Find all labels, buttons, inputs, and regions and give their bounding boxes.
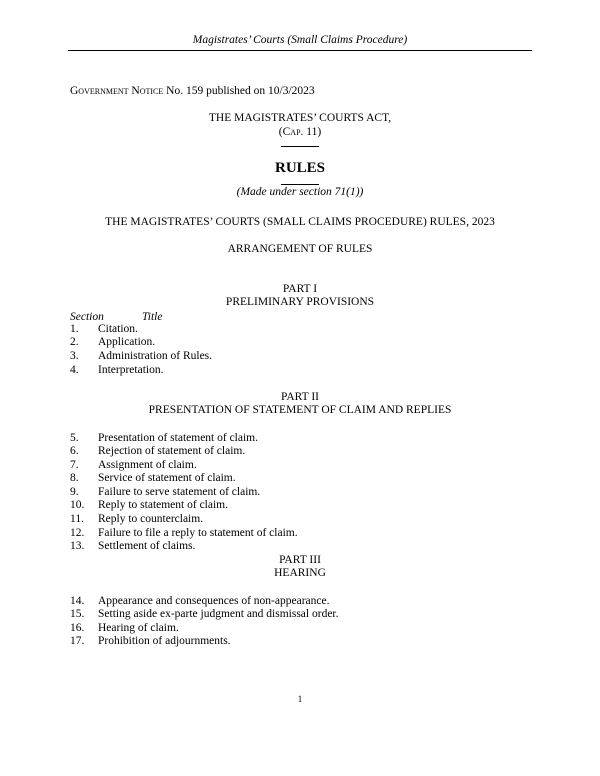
item-number: 9. — [70, 486, 79, 498]
arrangement-title: ARRANGEMENT OF RULES — [227, 243, 373, 255]
item-number: 12. — [70, 527, 85, 539]
act-chapter — [0, 126, 600, 138]
item-text: Settlement of claims. — [98, 540, 196, 552]
list-item — [70, 472, 236, 484]
rules-full-title: THE MAGISTRATES’ COURTS (SMALL CLAIMS PROCEDURE) RULES, 2023 — [105, 216, 495, 228]
list-item — [70, 513, 203, 525]
item-number: 11. — [70, 513, 84, 525]
item-text: Citation. — [98, 323, 138, 335]
item-text: Administration of Rules. — [98, 350, 213, 362]
section-column-header: Section — [70, 311, 104, 323]
notice-text: No. 159 published on 10/3/2023 — [163, 85, 315, 97]
item-number: 13. — [70, 540, 85, 552]
item-text: Failure to serve statement of claim. — [98, 486, 261, 498]
running-header: Magistrates’ Courts (Small Claims Procedure) — [192, 34, 408, 46]
item-number: 10. — [70, 499, 85, 511]
list-item — [70, 527, 298, 539]
list-item — [70, 364, 163, 376]
list-item — [70, 350, 212, 362]
item-number: 2. — [70, 336, 79, 348]
item-text: Setting aside ex-parte judgment and dismissal order. — [98, 608, 339, 620]
cap-label: Cap — [282, 126, 301, 138]
list-item — [70, 445, 245, 457]
item-text: Application. — [98, 336, 156, 348]
list-item — [70, 540, 195, 552]
made-under: (Made under section 71(1)) — [236, 186, 364, 198]
list-item — [70, 595, 329, 607]
part-label: PART III — [279, 554, 321, 566]
part-heading: PRELIMINARY PROVISIONS — [225, 296, 375, 308]
act-title: THE MAGISTRATES’ COURTS ACT, — [208, 112, 392, 124]
item-number: 6. — [70, 445, 79, 457]
item-number: 3. — [70, 350, 79, 362]
item-text: Rejection of statement of claim. — [98, 445, 246, 457]
item-text: Reply to statement of claim. — [98, 499, 228, 511]
page-number: 1 — [297, 694, 303, 704]
column-headers — [70, 311, 163, 323]
part-label: PART I — [282, 283, 318, 295]
list-item — [70, 608, 339, 620]
item-text: Prohibition of adjournments. — [98, 635, 231, 647]
list-item — [70, 459, 197, 471]
item-text: Presentation of statement of claim. — [98, 432, 258, 444]
item-number: 17. — [70, 635, 85, 647]
item-text: Hearing of claim. — [98, 622, 179, 634]
item-text: Appearance and consequences of non-appearance. — [98, 595, 330, 607]
list-item — [70, 499, 228, 511]
list-item — [70, 622, 179, 634]
government-notice — [70, 85, 315, 97]
item-text: Failure to file a reply to statement of claim. — [98, 527, 298, 539]
cap-open: ( — [278, 126, 283, 138]
list-item — [70, 336, 155, 348]
divider-rule — [281, 146, 319, 147]
item-text: Assignment of claim. — [98, 459, 197, 471]
part-heading: PRESENTATION OF STATEMENT OF CLAIM AND REPLIES — [148, 404, 452, 416]
part-label: PART II — [281, 391, 319, 403]
list-item — [70, 635, 231, 647]
title-column-header: Title — [142, 311, 163, 323]
item-text: Interpretation. — [98, 364, 164, 376]
cap-rest: . 11) — [300, 126, 322, 138]
item-number: 8. — [70, 472, 79, 484]
header-rule — [68, 50, 532, 51]
rules-title: RULES — [274, 160, 326, 176]
item-text: Reply to counterclaim. — [98, 513, 204, 525]
item-number: 7. — [70, 459, 79, 471]
item-number: 4. — [70, 364, 79, 376]
item-number: 5. — [70, 432, 79, 444]
list-item — [70, 486, 260, 498]
part-heading: HEARING — [274, 567, 326, 579]
list-item — [70, 323, 138, 335]
item-number: 1. — [70, 323, 79, 335]
title-underline — [281, 184, 319, 185]
item-number: 14. — [70, 595, 85, 607]
list-item — [70, 432, 258, 444]
item-number: 16. — [70, 622, 85, 634]
notice-prefix: Government Notice — [70, 85, 164, 97]
item-number: 15. — [70, 608, 85, 620]
item-text: Service of statement of claim. — [98, 472, 236, 484]
